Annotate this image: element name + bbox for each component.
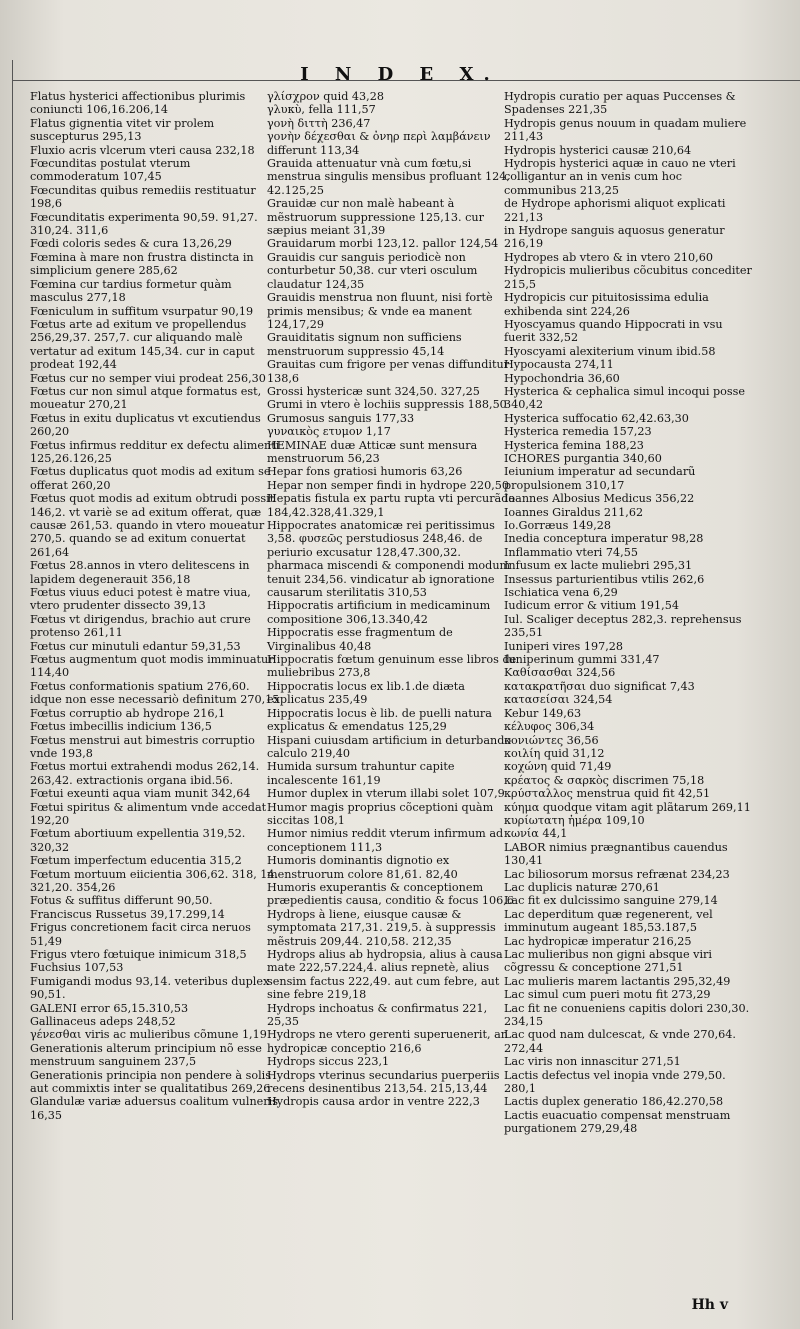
- index-entry: Humor duplex in vterum illabi solet 107,9: [267, 787, 505, 801]
- index-entry: Καθίσασθαι 324,56: [504, 666, 616, 680]
- index-entry: Hippocratis locus è lib. de puelli natura explicatus & emendatus 125,29: [267, 706, 492, 734]
- index-entry: Inedia conceptura imperatur 98,28: [504, 532, 704, 546]
- index-entry: Hippocratis fœtum genuinum esse libros de muliebribus 273,8: [267, 653, 517, 680]
- index-entry: Ischiatica vena 6,29: [504, 586, 618, 600]
- index-entry: Hydropis genus nouum in quadam muliere 211,43: [504, 116, 747, 144]
- index-entry: Lac mulieribus non gigni absque viri cõgressu & conceptione 271,51: [504, 948, 712, 975]
- index-entry: Grauitas cum frigore per venas diffunditur 138,6: [267, 358, 510, 385]
- index-entry: Hydrops inchoatus & confirmatus 221, 25,35: [267, 1001, 488, 1029]
- index-entry: Lac deperditum quæ regenerent, vel imminutum augeant 185,53.187,5: [504, 907, 713, 935]
- index-entry: Fœtus 28.annos in vtero delitescens in lapidem degenerauit 356,18: [30, 559, 250, 586]
- index-entry: Lac quod nam dulcescat, & vnde 270,64. 272,44: [504, 1028, 736, 1055]
- index-entry: Fœcunditas quibus remediis restituatur 198,6: [30, 183, 256, 211]
- index-entry: Fœtui spiritus & alimentum vnde accedat 192,20: [30, 800, 267, 827]
- index-entry: Fœtus cur no semper viui prodeat 256,30: [30, 371, 266, 385]
- index-entry: Flatus hysterici affectionibus plurimis coniuncti 106,16.206,14: [30, 90, 246, 117]
- index-entry: Ieiunium imperatur ad secundarũ propulsionem 310,17: [504, 465, 696, 492]
- index-entry: Humor magis proprius cõceptioni quàm siccitas 108,1: [267, 800, 494, 827]
- index-entry: Grauida attenuatur vnà cum fœtu,si menstrua singulis mensibus profluant 124, 42.125,25: [267, 157, 510, 197]
- index-entry: Hispani cuiusdam artificium in deturbando calculo 219,40: [267, 733, 512, 760]
- index-entry: Glandulæ variæ aduersus coalitum vulneris 16,35: [30, 1095, 278, 1122]
- index-entry: Hippocratis locus ex lib.1.de diæta explicatus 235,49: [267, 679, 465, 707]
- index-entry: Hydropis hysterici aquæ in cauo ne vteri colligantur an in venis cum hoc communibus 213,25: [504, 157, 736, 197]
- index-entry: Fuchsius 107,53: [30, 961, 124, 975]
- index-entry: γένεσθαι viris ac mulieribus cõmune 1,19: [30, 1028, 267, 1042]
- index-entry: Flatus gignentia vitet vir prolem suscepturus 295,13: [30, 116, 215, 144]
- index-entry: Grauiditatis signum non sufficiens menstruorum suppressio 45,14: [267, 331, 462, 358]
- index-entry: Hydropis hysterici causæ 210,64: [504, 143, 692, 157]
- index-entry: Grauidæ cur non malè habeant à mẽstruorum suppressione 125,13. cur sæpius meiant 31,39: [267, 197, 484, 238]
- index-entry: Hydropicis cur pituitosissima edulia exhibenda sint 224,26: [504, 291, 709, 318]
- index-entry: Humor nimius reddit vterum infirmum ad conceptionem 111,3: [267, 827, 504, 854]
- index-entry: Fœtus infirmus redditur ex defectu alimenti 125,26.126,25: [30, 438, 280, 465]
- index-entry: Hydrops ne vtero gerenti superuenerit, an hydropicæ conceptio 216,6: [267, 1028, 508, 1055]
- index-entry: Fœcunditatis experimenta 90,59. 91,27. 310,24. 311,6: [30, 210, 258, 238]
- index-entry: Fotus & suffitus differunt 90,50.: [30, 894, 213, 908]
- index-entry: Fœtus viuus educi potest è matre viua, vtero prudenter dissecto 39,13: [30, 586, 251, 613]
- index-entry: Hyoscyamus quando Hippocrati in vsu fuerit 332,52: [504, 317, 723, 345]
- index-entry: Hyoscyami alexiterium vinum ibid.58: [504, 344, 716, 358]
- index-entry: Hydrops alius ab hydropsia, alius à causa mate 222,57.224,4. alius repnetè, alius sensim factus 222,49. aut cum febre, aut sine febre 219,18: [267, 948, 503, 1002]
- index-entry: Fœtus augmentum quot modis imminuatur 114,40: [30, 653, 274, 680]
- index-entry: Generationis alterum principium nõ esse menstruum sanguinem 237,5: [30, 1041, 262, 1069]
- index-entry: Ioannes Giraldus 211,62: [504, 505, 644, 519]
- index-entry: Fœtus duplicatus quot modis ad exitum se offerat 260,20: [30, 465, 271, 492]
- index-entry: Grumi in vtero è lochiis suppressis 188,50: [267, 398, 507, 412]
- index-entry: Frigus concretionem facit circa neruos 51,49: [30, 921, 251, 948]
- index-entry: Fœniculum in suffitum vsurpatur 90,19: [30, 304, 254, 318]
- index-column-1: [30, 90, 280, 1122]
- index-entry: κοιλίη quid 31,12: [504, 746, 605, 760]
- signature-mark: Hh v: [691, 1297, 728, 1313]
- index-entry: Hypocausta 274,11: [504, 358, 614, 372]
- index-entry: Lactis defectus vel inopia vnde 279,50. 280,1: [504, 1068, 726, 1096]
- index-entry: Fœtus arte ad exitum ve propellendus 256,29,37. 257,7. cur aliquando malè vertatur ad exitum 145,34. cur in caput prodeat 192,44: [30, 317, 255, 372]
- index-entry: Hepar non semper findi in hydrope 220,50: [267, 478, 510, 492]
- index-entry: Fœtum abortiuum expellentia 319,52. 320,32: [30, 827, 246, 854]
- index-entry: Iuniperi vires 197,28: [504, 639, 623, 653]
- index-entry: γυναικὸς ετυμον 1,17: [267, 425, 391, 439]
- index-entry: Hydropis curatio per aquas Puccenses & Spadenses 221,35: [504, 90, 736, 117]
- index-entry: κυρίωτατη ἡμέρα 109,10: [504, 813, 645, 827]
- index-entry: Inflammatio vteri 74,55: [504, 545, 638, 559]
- index-entry: Grauidarum morbi 123,12. pallor 124,54: [267, 237, 499, 251]
- index-entry: Lac duplicis naturæ 270,61: [504, 880, 660, 894]
- index-entry: Fœtus quot modis ad exitum obtrudi possit 146,2. vt variè se ad exitum offerat, quæ causæ 261,53. quando in vtero moueatur 270,5. quando se ad exitum conuertat 261,64: [30, 492, 275, 559]
- index-entry: Iudicum error & vitium 191,54: [504, 599, 679, 613]
- index-entry: κρύσταλλος menstrua quid fit 42,51: [504, 787, 711, 801]
- index-entry: Lac fit ex dulcissimo sanguine 279,14: [504, 894, 718, 908]
- index-entry: Fœtus cur minutuli edantur 59,31,53: [30, 639, 241, 653]
- index-entry: Lac viris non innascitur 271,51: [504, 1055, 681, 1069]
- index-entry: Hepar fons gratiosi humoris 63,26: [267, 465, 463, 479]
- index-entry: Fumigandi modus 93,14. veteribus duplex 90,51.: [30, 974, 270, 1002]
- index-entry: Hydropis causa ardor in ventre 222,3: [267, 1095, 480, 1109]
- index-entry: Hydrops à liene, eiusque causæ & symptomata 217,31. 219,5. à suppressis mẽstruis 209,44. 210,58. 212,35: [267, 907, 496, 948]
- index-entry: Grossi hystericæ sunt 324,50. 327,25: [267, 384, 480, 398]
- index-entry: Hysterica suffocatio 62,42.63,30: [504, 411, 689, 425]
- index-entry: Fœtus mortui extrahendi modus 262,14. 263,42. extractionis organa ibid.56.: [30, 760, 260, 787]
- index-entry: Fœtus vt dirigendus, brachio aut crure protenso 261,11: [30, 612, 251, 640]
- index-entry: HEMINAE duæ Atticæ sunt mensura menstruorum 56,23: [267, 438, 478, 465]
- index-entry: Humoris exuperantis & conceptionem præpedientis causa, conditio & focus 106,6: [267, 880, 514, 908]
- index-entry: Grumosus sanguis 177,33: [267, 411, 415, 425]
- index-entry: Grauidis menstrua non fluunt, nisi fortè primis mensibus; & vnde ea manent 124,17,29: [267, 291, 493, 331]
- index-entry: Iul. Scaliger deceptus 282,3. reprehensus 235,51: [504, 612, 742, 640]
- index-entry: κατασείσαι 324,54: [504, 693, 613, 707]
- index-entry: Fœtus in exitu duplicatus vt excutiendus 260,20: [30, 411, 261, 439]
- index-entry: κοχώνη quid 71,49: [504, 760, 612, 774]
- index-column-2: [267, 90, 517, 1109]
- left-margin-rule: [12, 60, 13, 1320]
- index-entry: κονιώντες 36,56: [504, 733, 599, 747]
- index-entry: κατακρατῆσαι duo significat 7,43: [504, 679, 695, 693]
- index-entry: de Hydrope aphorismi aliquot explicati 221,13: [504, 197, 726, 224]
- index-entry: Fœtus conformationis spatium 276,60. idque non esse necessariò definitum 270,15: [30, 679, 280, 707]
- index-entry: Hysterica & cephalica simul incoqui posse 340,42: [504, 384, 745, 412]
- index-entry: Fœdi coloris sedes & cura 13,26,29: [30, 237, 232, 251]
- index-entry: Hypochondria 36,60: [504, 371, 620, 385]
- index-entry: Grauidis cur sanguis periodicè non conturbetur 50,38. cur vteri osculum claudatur 124,35: [267, 250, 478, 291]
- index-entry: Kebur 149,63: [504, 706, 582, 720]
- index-entry: Fœtui exeunti aqua viam munit 342,64: [30, 787, 251, 801]
- index-entry: Lac mulieris marem lactantis 295,32,49: [504, 974, 731, 988]
- index-entry: Fœmina cur tardius formetur quàm masculus 277,18: [30, 277, 232, 305]
- index-entry: γλυκὺ, fella 111,57: [267, 103, 376, 117]
- index-entry: Humida sursum trahuntur capite incalescente 161,19: [267, 760, 455, 787]
- index-entry: LABOR nimius prægnantibus cauendus 130,41: [504, 840, 728, 868]
- index-entry: Generationis principia non pendere à solis aut commixtis inter se qualitatibus 269,26: [30, 1068, 271, 1096]
- index-entry: Fœtus imbecillis indicium 136,5: [30, 720, 212, 734]
- index-entry: Lactis euacuatio compensat menstruam purgationem 279,29,48: [504, 1108, 731, 1136]
- index-entry: γονὴ διττὴ 236,47: [267, 116, 371, 130]
- index-entry: Gallinaceus adeps 248,52: [30, 1015, 176, 1029]
- index-entry: Fœtus menstrui aut bimestris corruptio vnde 193,8: [30, 733, 255, 760]
- index-entry: Hydrops vterinus secundarius puerperiis recens desinentibus 213,54. 215,13,44: [267, 1068, 500, 1096]
- index-entry: Hydropes ab vtero & in vtero 210,60: [504, 250, 713, 264]
- index-entry: Io.Gorræus 149,28: [504, 519, 612, 532]
- index-entry: Ioannes Albosius Medicus 356,22: [504, 492, 695, 506]
- index-entry: Hydrops siccus 223,1: [267, 1055, 390, 1069]
- index-entry: γλίσχρον quid 43,28: [267, 90, 384, 103]
- index-entry: Lac simul cum pueri motu fit 273,29: [504, 988, 711, 1002]
- index-entry: κέλυφος 306,34: [504, 720, 595, 734]
- index-entry: Insessus parturientibus vtilis 262,6: [504, 572, 705, 586]
- index-entry: κρέατος & σαρκὸς discrimen 75,18: [504, 773, 705, 787]
- index-entry: Infusum ex lacte muliebri 295,31: [504, 559, 693, 573]
- index-entry: Franciscus Russetus 39,17.299,14: [30, 907, 225, 921]
- index-entry: Hysterica remedia 157,23: [504, 425, 652, 439]
- index-entry: Fœtum mortuum eiicientia 306,62. 318, 14. 321,20. 354,26: [30, 867, 279, 894]
- index-column-3: [504, 90, 754, 1136]
- index-entry: Hippocratis esse fragmentum de Virginalibus 40,48: [267, 626, 453, 653]
- index-entry: Lac biliosorum morsus refrænat 234,23: [504, 867, 730, 881]
- index-entry: Fœtus cur non simul atque formatus est, moueatur 270,21: [30, 384, 262, 412]
- index-entry: Fœtum imperfectum educentia 315,2: [30, 854, 242, 868]
- index-entry: Fœcunditas postulat vterum commoderatum 107,45: [30, 157, 191, 184]
- index-entry: Hippocratis artificium in medicaminum compositione 306,13.340,42: [267, 599, 491, 626]
- index-entry: Lactis duplex generatio 186,42.270,58: [504, 1095, 724, 1109]
- index-entry: Hepatis fistula ex partu rupta vti percurãda 184,42.328,41.329,1: [267, 492, 516, 519]
- page-title: I N D E X.: [300, 64, 500, 85]
- index-entry: Frigus vtero fœtuique inimicum 318,5: [30, 948, 247, 961]
- index-entry: Lac hydropicæ imperatur 216,25: [504, 934, 692, 948]
- index-entry: Fluxio acris vlcerum vteri causa 232,18: [30, 143, 255, 157]
- index-entry: Hippocrates anatomicæ rei peritissimus 3,58. φυσεῶς perstudiosus 248,46. de periurio excusatur 128,47.300,32. pharmaca miscendi & componendi modum tenuit 234,56. vindicatur ab ignoratione causarum sterilitatis 310,53: [267, 519, 511, 600]
- index-entry: Lac fit ne conueniens capitis dolori 230,30. 234,15: [504, 1001, 750, 1029]
- index-entry: κωνία 44,1: [504, 827, 568, 841]
- index-entry: Fœmina à mare non frustra distincta in simplicium genere 285,62: [30, 250, 254, 278]
- index-entry: κύημα quodque vitam agit plãtarum 269,11: [504, 800, 751, 814]
- index-entry: Humoris dominantis dignotio ex menstruorum colore 81,61. 82,40: [267, 854, 458, 881]
- index-entry: Hysterica femina 188,23: [504, 438, 644, 452]
- index-entry: Fœtus corruptio ab hydrope 216,1: [30, 706, 226, 720]
- index-entry: in Hydrope sanguis aquosus generatur 216,19: [504, 224, 725, 251]
- index-entry: ICHORES purgantia 340,60: [504, 451, 662, 465]
- index-entry: γονὴν δέχεσθαι & ὀνηρ περὶ λαμβάνειν differunt 113,34: [267, 130, 491, 157]
- index-entry: Hydropicis mulieribus cõcubitus concediter 215,5: [504, 264, 752, 291]
- index-entry: GALENI error 65,15.310,53: [30, 1001, 189, 1015]
- index-entry: Iuniperinum gummi 331,47: [504, 653, 660, 667]
